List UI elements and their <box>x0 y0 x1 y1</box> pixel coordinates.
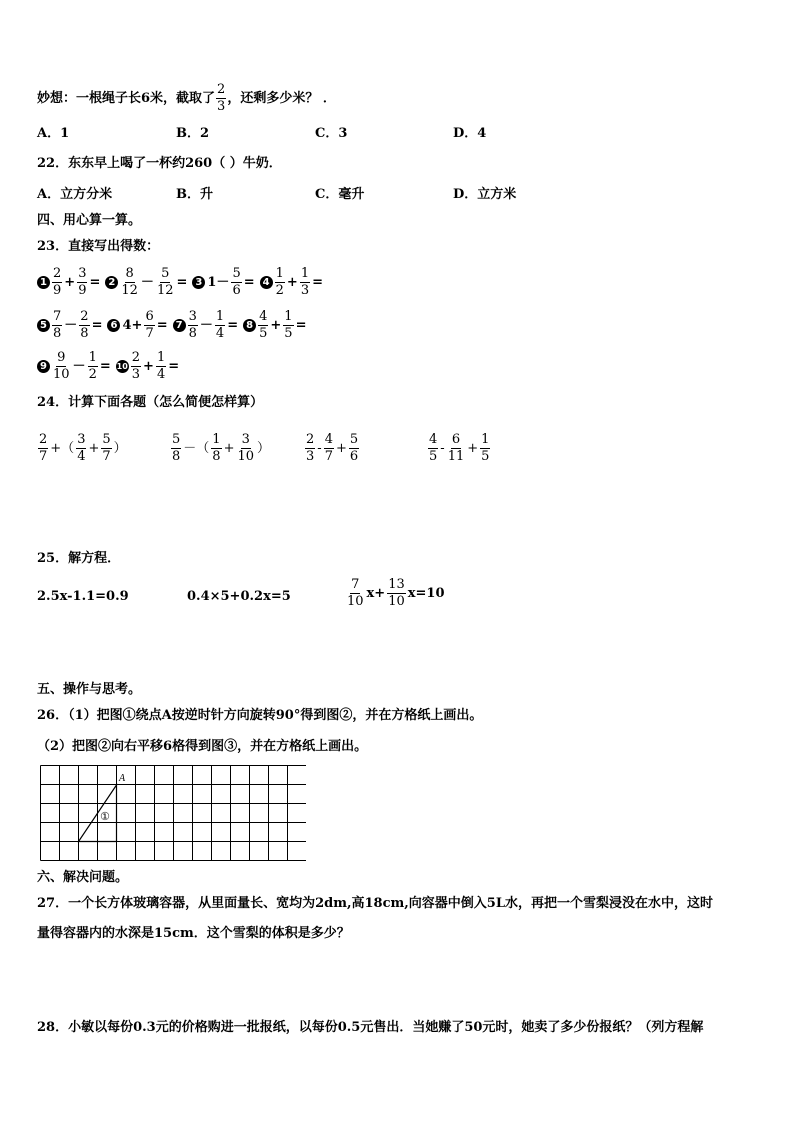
q21-stem-a: 妙想：一根绳子长6米，截取了 <box>37 91 216 106</box>
denominator: 7 <box>324 449 333 464</box>
q22-option-d[interactable]: D．立方米 <box>453 187 517 202</box>
numerator: 1 <box>481 432 490 447</box>
q21-option-c[interactable]: C．3 <box>315 126 348 141</box>
q23-title: 23．直接写出得数： <box>37 239 160 254</box>
operator: + <box>64 274 76 290</box>
q26-grid-paper[interactable] <box>40 765 306 865</box>
operator: + <box>335 440 347 456</box>
operator: = <box>168 358 180 374</box>
operator: + <box>223 440 235 456</box>
denominator: 4 <box>77 449 86 464</box>
fraction <box>324 432 334 465</box>
denominator: 8 <box>188 326 197 341</box>
q24-expr-2 <box>170 432 271 465</box>
numerator: 7 <box>351 577 360 592</box>
q23-item-4 <box>260 266 324 299</box>
numerator: 4 <box>259 309 268 324</box>
q23-row-2 <box>37 309 311 342</box>
fraction <box>215 309 225 342</box>
denominator: 7 <box>39 449 48 464</box>
operator: + <box>286 274 298 290</box>
numerator: 2 <box>131 350 141 365</box>
operator: = <box>243 274 255 290</box>
operator: + <box>270 317 282 333</box>
numerator: 4 <box>324 432 333 447</box>
operator: = <box>89 274 101 290</box>
numerator: 7 <box>53 309 62 324</box>
q23-item-7 <box>173 309 239 342</box>
numerator: 2 <box>53 266 62 281</box>
denominator: 12 <box>156 283 174 298</box>
numerator: 9 <box>57 350 66 365</box>
q27-line-1: 27．一个长方体玻璃容器，从里面量长、宽均为2dm,高18cm,向容器中倒入5L水，再把一个雪梨浸没在水中，这时 <box>37 896 713 911</box>
operator: +（ <box>50 440 75 456</box>
fraction <box>480 432 490 465</box>
q21-stem-b: ，还剩多少米？ ． <box>227 91 336 106</box>
section-6-heading: 六、解决问题。 <box>37 870 129 885</box>
denominator: 2 <box>88 367 97 382</box>
denominator: 10 <box>237 449 255 464</box>
denominator: 8 <box>80 326 89 341</box>
operator: －（ <box>183 440 210 456</box>
operator: ） <box>113 440 127 456</box>
operator: － <box>199 317 213 333</box>
fraction <box>120 266 139 299</box>
operator: - <box>317 440 322 456</box>
denominator: 8 <box>53 326 62 341</box>
denominator: 11 <box>447 449 465 464</box>
numerator: 5 <box>161 266 170 281</box>
q23-item-6 <box>107 309 168 342</box>
denominator: 3 <box>300 283 310 298</box>
operator: 4+ <box>122 317 143 333</box>
q27-line-2: 量得容器内的水深是15cm．这个雪梨的体积是多少？ <box>37 926 350 941</box>
q21-option-b[interactable]: B．2 <box>176 126 210 141</box>
numerator: 5 <box>102 432 111 447</box>
fraction <box>79 309 89 342</box>
figure-1-label: ① <box>100 810 110 823</box>
circled-number-6: 6 <box>107 319 120 332</box>
fraction <box>101 432 111 465</box>
fraction <box>188 309 198 342</box>
circled-number-7: 7 <box>173 319 186 332</box>
fraction <box>211 432 221 465</box>
q23-item-10 <box>116 350 180 383</box>
q21-fraction: $\frac{2}{3}$ <box>217 82 226 114</box>
operator: = <box>295 317 307 333</box>
operator: + <box>467 440 479 456</box>
operator: x+ <box>366 585 386 601</box>
q25-equation-1: 2.5x-1.1=0.9 <box>37 589 129 604</box>
numerator: 1 <box>212 432 221 447</box>
denominator: 4 <box>215 326 225 341</box>
operator: － <box>72 358 86 374</box>
operator: 1－ <box>207 274 230 290</box>
numerator: 1 <box>300 266 310 281</box>
denominator: 12 <box>121 283 138 298</box>
q25-equation-3 <box>345 577 445 610</box>
q26-line-2: （2）把图②向右平移6格得到图③，并在方格纸上画出。 <box>37 739 368 754</box>
denominator: 6 <box>232 283 241 298</box>
denominator: 8 <box>212 449 221 464</box>
numerator: 3 <box>241 432 250 447</box>
denominator: 5 <box>481 449 490 464</box>
operator: = <box>227 317 239 333</box>
fraction <box>76 432 86 465</box>
q23-item-9 <box>37 350 112 383</box>
denominator: 10 <box>53 367 70 382</box>
denominator: 10 <box>347 594 364 609</box>
operator: + <box>88 440 100 456</box>
fraction <box>258 309 268 342</box>
circled-number-4: 4 <box>260 276 273 289</box>
denominator: 6 <box>349 449 359 464</box>
fraction <box>346 577 365 610</box>
q21-stem <box>37 82 336 115</box>
denominator: 10 <box>388 594 405 609</box>
operator: = <box>91 317 103 333</box>
numerator: 13 <box>388 577 405 592</box>
q23-item-3 <box>192 266 255 299</box>
q23-item-1 <box>37 266 101 299</box>
numerator: 3 <box>77 432 86 447</box>
numerator: 5 <box>349 432 359 447</box>
fraction <box>52 266 62 299</box>
circled-number-9: 9 <box>37 360 50 373</box>
q24-expr-1 <box>37 432 128 465</box>
fraction <box>349 432 359 465</box>
denominator: 9 <box>53 283 62 298</box>
numerator: 1 <box>215 309 225 324</box>
operator: = <box>99 358 111 374</box>
fraction <box>156 350 166 383</box>
denominator: 5 <box>259 326 268 341</box>
denominator: 8 <box>172 449 181 464</box>
numerator: 5 <box>232 266 241 281</box>
fraction <box>171 432 181 465</box>
q25-equation-2: 0.4×5+0.2x=5 <box>187 589 291 604</box>
operator: = <box>176 274 188 290</box>
section-4-heading: 四、用心算一算。 <box>37 213 142 228</box>
q22-stem: 22．东东早上喝了一杯约260（ ）牛奶． <box>37 156 282 171</box>
operator: + <box>143 358 154 374</box>
operator: ） <box>257 440 271 456</box>
numerator: 2 <box>80 309 89 324</box>
circled-number-5: 5 <box>37 319 50 332</box>
operator: － <box>140 274 154 290</box>
denominator: 3 <box>306 449 315 464</box>
numerator: 6 <box>451 432 461 447</box>
q22-option-b[interactable]: B．升 <box>176 187 213 202</box>
denominator: 9 <box>78 283 87 298</box>
q23-row-1 <box>37 266 328 299</box>
fraction <box>387 577 406 610</box>
section-5-heading: 五、操作与思考。 <box>37 682 142 697</box>
denominator: 5 <box>284 326 293 341</box>
numerator: 3 <box>78 266 87 281</box>
fraction <box>231 266 241 299</box>
denominator: 3 <box>131 367 141 382</box>
circled-number-1: 1 <box>37 276 50 289</box>
denominator: 5 <box>429 449 438 464</box>
q23-item-2 <box>105 266 188 299</box>
q22-option-a[interactable]: A．立方分米 <box>37 187 113 202</box>
numerator: 1 <box>284 309 293 324</box>
numerator: 1 <box>88 350 97 365</box>
q26-line-1: 26．（1）把图①绕点A按逆时针方向旋转90°得到图②，并在方格纸上画出。 <box>37 708 483 723</box>
denominator: 7 <box>145 326 154 341</box>
numerator: 1 <box>275 266 284 281</box>
numerator: 6 <box>145 309 154 324</box>
grid-lines <box>41 766 307 861</box>
fraction <box>52 309 62 342</box>
fraction <box>283 309 293 342</box>
q24-expr-3 <box>304 432 360 465</box>
denominator: 4 <box>156 367 166 382</box>
operator: － <box>64 317 78 333</box>
numerator: 2 <box>306 432 315 447</box>
operator: x=10 <box>407 585 445 601</box>
fraction <box>38 432 48 465</box>
circled-number-10: 10 <box>116 362 128 371</box>
q26-grid-svg <box>40 765 306 861</box>
numerator: 1 <box>156 350 166 365</box>
q22-option-c[interactable]: C．毫升 <box>315 187 365 202</box>
numerator: 8 <box>125 266 134 281</box>
fraction <box>428 432 438 465</box>
fraction <box>156 266 175 299</box>
point-a-label: A <box>119 773 126 784</box>
fraction <box>52 350 71 383</box>
numerator: 5 <box>172 432 181 447</box>
denominator: 2 <box>275 283 284 298</box>
circled-number-2: 2 <box>105 276 118 289</box>
q23-row-3 <box>37 350 184 383</box>
fraction <box>144 309 154 342</box>
numerator: 2 <box>39 432 48 447</box>
fraction <box>131 350 141 383</box>
q23-item-8 <box>243 309 307 342</box>
circled-number-3: 3 <box>192 276 205 289</box>
fraction <box>236 432 255 465</box>
denominator: 7 <box>102 449 111 464</box>
q23-item-5 <box>37 309 103 342</box>
operator: = <box>312 274 323 290</box>
operator: - <box>440 440 445 456</box>
circled-number-8: 8 <box>243 319 256 332</box>
q28-line-1: 28．小敏以每份0.3元的价格购进一批报纸，以每份0.5元售出．当她赚了50元时，她卖了多少份报纸？（列方程解 <box>37 1020 704 1035</box>
fraction <box>275 266 285 299</box>
q21-option-a[interactable]: A．1 <box>37 126 70 141</box>
fraction <box>88 350 98 383</box>
fraction <box>305 432 315 465</box>
q24-title: 24．计算下面各题（怎么简便怎样算） <box>37 395 264 410</box>
fraction <box>447 432 466 465</box>
numerator: 4 <box>429 432 438 447</box>
numerator: 3 <box>188 309 197 324</box>
q21-option-d[interactable]: D．4 <box>453 126 487 141</box>
fraction <box>300 266 310 299</box>
q24-expr-4 <box>427 432 491 465</box>
fraction <box>77 266 87 299</box>
operator: = <box>156 317 168 333</box>
q25-title: 25．解方程． <box>37 551 121 566</box>
